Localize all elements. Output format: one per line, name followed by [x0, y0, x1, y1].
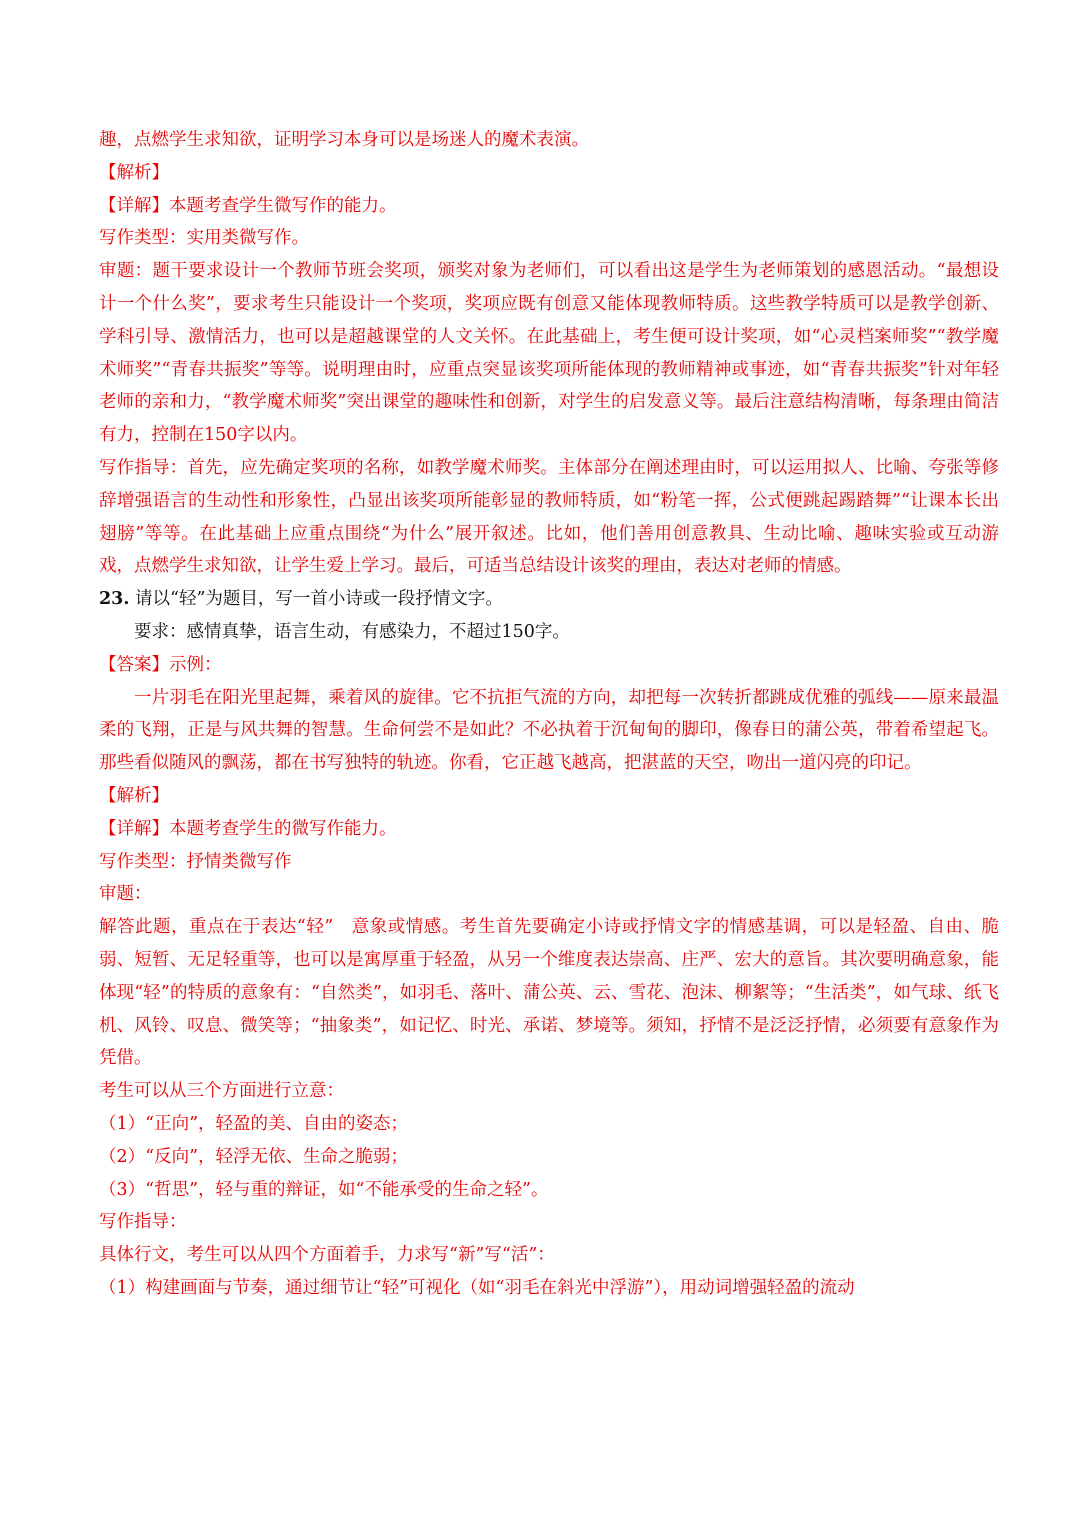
writing-approach-intro: 具体行文，考生可以从四个方面着手，力求写“新”写“活”：: [99, 1245, 555, 1266]
theme-intro: 考生可以从三个方面进行立意：: [99, 1081, 344, 1102]
topic-review-1: 审题：题干要求设计一个教师节班会奖项，颁奖对象为老师们，可以看出这是学生为老师策划的感恩活动。“最想设计一个什么奖”，要求考生只能设计一个奖项，奖项应既有创意又能体现教师特质。这些教学特质可以是教学创新、学科引导、激情活力，也可以是超越课堂的人文关怀。在此基础上，考生便可设计奖项，如“心灵档案师奖”“教学魔术师奖”“青春共振奖”等等。说明理由时，应重点突显该奖项所能体现的教师精神或事迹，如“青春共振奖”针对年轻老师的亲和力，“教学魔术师奖”突出课堂的趣味性和创新，对学生的启发意义等。最后注意结构清晰，每条理由简洁有力，控制在150字以内。: [99, 261, 999, 446]
answer-sample-text: 一片羽毛在阳光里起舞，乘着风的旋律。它不抗拒气流的方向，却把每一次转折都跳成优雅的弧线——原来最温柔的飞翔，正是与风共舞的智慧。生命何尝不是如此？不必执着于沉甸甸的脚印，像春日的蒲公英，带着希望起飞。那些看似随风的飘荡，都在书写独特的轨迹。你看，它正越飞越高，把湛蓝的天空，吻出一道闪亮的印记。: [99, 687, 999, 774]
theme-item-3: （3）“哲思”，轻与重的辩证，如“不能承受的生命之轻”。: [99, 1179, 549, 1200]
question-requirements: 要求：感情真挚，语言生动，有感染力，不超过150字。: [134, 621, 570, 642]
detailed-explanation-2: 【详解】本题考查学生的微写作能力。: [99, 818, 397, 839]
question-23: [99, 583, 999, 616]
theme-item-2: （2）“反向”，轻浮无依、生命之脆弱；: [99, 1146, 409, 1167]
writing-guidance-1: 写作指导：首先，应先确定奖项的名称，如教学魔术师奖。主体部分在阐述理由时，可以运用拟人、比喻、夸张等修辞增强语言的生动性和形象性，凸显出该奖项所能彰显的教师特质，如“粉笔一挥，公式便跳起踢踏舞”“让课本长出翅膀”等等。在此基础上应重点围绕“为什么”展开叙述。比如，他们善用创意教具、生动比喻、趣味实验或互动游戏，点燃学生求知欲，让学生爱上学习。最后，可适当总结设计该奖的理由，表达对老师的情感。: [99, 457, 999, 577]
answer-guidance-paragraph: 解答此题，重点在于表达“轻” 意象或情感。考生首先要确定小诗或抒情文字的情感基调，可以是轻盈、自由、脆弱、短暂、无足轻重等，也可以是寓厚重于轻盈，从另一个维度表达崇高、庄严、宏大的意旨。其次要明确意象，能体现“轻”的特质的意象有：“自然类”，如羽毛、落叶、蒲公英、云、雪花、泡沫、柳絮等；“生活类”，如气球、纸飞机、风铃、叹息、微笑等；“抽象类”，如记忆、时光、承诺、梦境等。须知，抒情不是泛泛抒情，必须要有意象作为凭借。: [99, 917, 999, 1069]
writing-type-1: 写作类型：实用类微写作。: [99, 228, 309, 249]
topic-review-2: 审题：: [99, 884, 152, 905]
paragraph-intro-continuation: 趣，点燃学生求知欲，证明学习本身可以是场迷人的魔术表演。: [99, 130, 589, 150]
question-text: 请以“轻”为题目，写一首小诗或一段抒情文字。: [135, 589, 503, 610]
answer-label: 【答案】示例：: [99, 654, 222, 675]
detailed-explanation-1: 【详解】本题考查学生微写作的能力。: [99, 195, 397, 216]
theme-item-1: （1）“正向”，轻盈的美、自由的姿态；: [99, 1113, 409, 1134]
writing-approach-item-1: （1）构建画面与节奏，通过细节让“轻”可视化（如“羽毛在斜光中浮游”），用动词增强轻盈的流动: [99, 1277, 855, 1298]
analysis-heading-2: 【解析】: [99, 785, 169, 806]
writing-type-2: 写作类型：抒情类微写作: [99, 851, 292, 872]
document-body: [99, 124, 999, 1305]
analysis-heading-1: 【解析】: [99, 162, 169, 183]
question-number: 23.: [99, 589, 130, 610]
writing-guidance-heading-2: 写作指导：: [99, 1212, 187, 1233]
